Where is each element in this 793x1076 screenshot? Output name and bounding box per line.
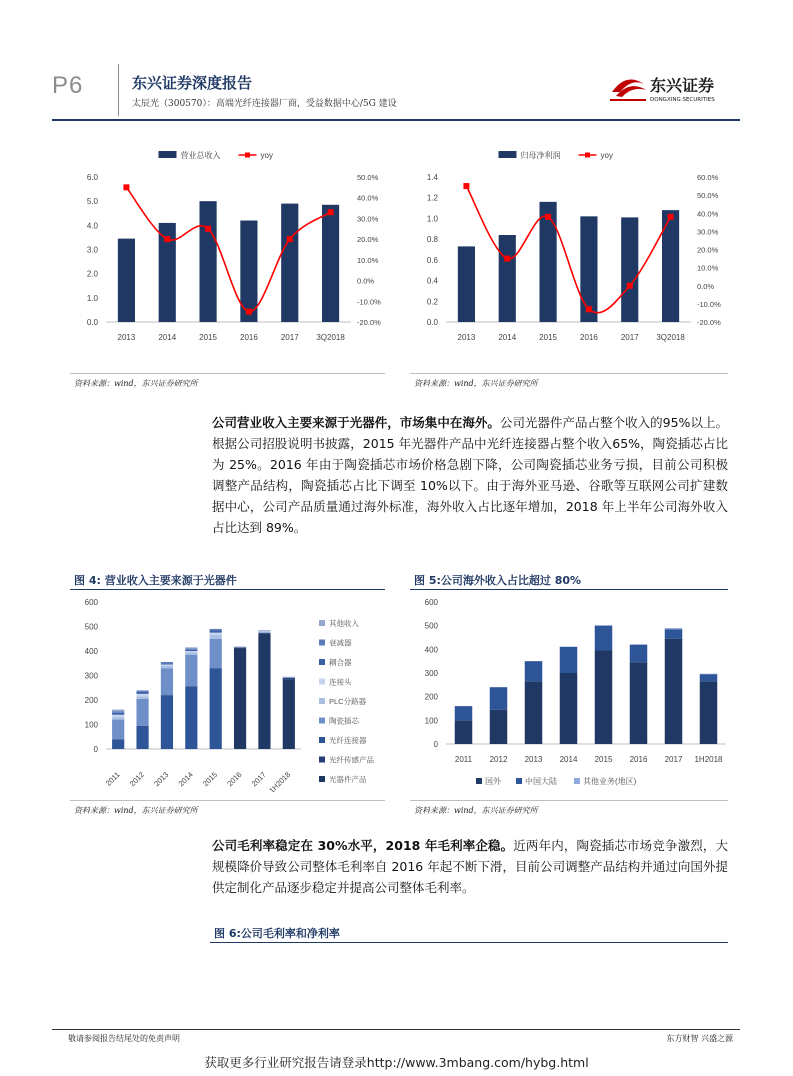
stack-segment bbox=[161, 666, 173, 668]
stack-segment bbox=[630, 645, 648, 663]
y2-tick-label: 0.0% bbox=[357, 276, 375, 286]
legend-label: 其他收入 bbox=[329, 619, 359, 628]
y2-tick-label: 50.0% bbox=[357, 173, 379, 182]
legend-label: 中国大陆 bbox=[525, 777, 557, 786]
logo-en: DONGXING SECURITIES bbox=[650, 97, 715, 103]
legend-label: 衰减器 bbox=[329, 638, 352, 648]
stack-segment bbox=[455, 706, 473, 720]
y2-tick-label: 40.0% bbox=[697, 209, 719, 219]
legend-swatch-bar bbox=[159, 151, 177, 158]
x-tick-label: 2011 bbox=[103, 770, 122, 788]
legend-label: 耦合器 bbox=[329, 658, 352, 667]
y-tick-label: 300 bbox=[424, 669, 438, 678]
fig6-title: 图 6:公司毛利率和净利率 bbox=[214, 927, 340, 940]
y2-tick-label: 20.0% bbox=[357, 235, 379, 245]
stack-segment bbox=[283, 677, 295, 678]
bar bbox=[322, 205, 339, 322]
paragraph-revenue bbox=[212, 412, 728, 538]
legend-label: 连接头 bbox=[329, 677, 352, 687]
legend-label: PLC分路器 bbox=[329, 697, 367, 706]
y-tick-label: 600 bbox=[84, 598, 98, 607]
stack-segment bbox=[136, 696, 148, 698]
yoy-point bbox=[328, 209, 334, 215]
stack-segment bbox=[112, 710, 124, 712]
x-tick-label: 2015 bbox=[594, 755, 613, 764]
legend-swatch bbox=[319, 698, 325, 704]
x-tick-label: 2017 bbox=[620, 333, 639, 342]
source-note-1: 资料来源：wind，东兴证券研究所 bbox=[74, 379, 198, 388]
stack-segment bbox=[112, 720, 124, 740]
x-tick-label: 2014 bbox=[559, 755, 578, 764]
yoy-point bbox=[123, 184, 129, 190]
bar bbox=[118, 239, 135, 322]
bar bbox=[499, 235, 516, 322]
stack-segment bbox=[112, 739, 124, 749]
header-divider bbox=[118, 64, 119, 116]
source-rule bbox=[410, 800, 728, 801]
y2-tick-label: 10.0% bbox=[357, 255, 379, 265]
chart-net-profit bbox=[406, 145, 736, 355]
x-tick-label: 2013 bbox=[524, 755, 543, 764]
chart-revenue-by-product bbox=[66, 592, 396, 792]
x-tick-label: 2016 bbox=[225, 770, 244, 789]
paragraph-margin bbox=[212, 835, 728, 898]
y-tick-label: 0.8 bbox=[426, 235, 438, 245]
y-tick-label: 400 bbox=[424, 645, 438, 655]
y2-tick-label: 60.0% bbox=[697, 173, 719, 182]
x-tick-label: 1H2018 bbox=[694, 755, 723, 764]
x-tick-label: 2013 bbox=[457, 333, 476, 342]
source-note-3: 资料来源：wind，东兴证券研究所 bbox=[74, 806, 198, 815]
yoy-point bbox=[287, 236, 293, 242]
x-tick-label: 3Q2018 bbox=[316, 333, 345, 342]
stack-segment bbox=[665, 629, 683, 638]
legend-swatch bbox=[319, 640, 325, 646]
legend-swatch bbox=[319, 718, 325, 724]
legend-label: 其他业务(地区) bbox=[583, 777, 637, 786]
y-tick-label: 0.2 bbox=[426, 297, 438, 307]
x-tick-label: 3Q2018 bbox=[656, 333, 685, 342]
stack-segment bbox=[665, 639, 683, 744]
y-tick-label: 0.0 bbox=[86, 318, 98, 327]
yoy-point bbox=[627, 283, 633, 289]
legend-swatch bbox=[319, 679, 325, 685]
company-logo bbox=[610, 70, 740, 106]
yoy-point bbox=[586, 306, 592, 312]
stack-segment bbox=[283, 678, 295, 679]
y-tick-label: 1.0 bbox=[426, 214, 438, 224]
y-tick-label: 100 bbox=[84, 720, 98, 730]
logo-cn: 东兴证券 bbox=[650, 76, 715, 95]
chart-revenue-by-region bbox=[406, 592, 736, 792]
stack-segment bbox=[210, 668, 222, 749]
stack-segment bbox=[234, 647, 246, 648]
legend-label: 陶瓷插芯 bbox=[329, 716, 359, 726]
x-tick-label: 2016 bbox=[629, 755, 648, 764]
stack-segment bbox=[490, 710, 508, 744]
legend-label: 光纤传感产品 bbox=[329, 755, 374, 765]
stack-segment bbox=[210, 633, 222, 635]
legend-swatch bbox=[319, 737, 325, 743]
y-tick-label: 1.0 bbox=[86, 293, 98, 303]
stack-segment bbox=[161, 662, 173, 663]
x-tick-label: 2016 bbox=[240, 333, 258, 342]
x-tick-label: 2011 bbox=[454, 755, 473, 764]
fig6-title-rule bbox=[210, 942, 728, 943]
stack-segment bbox=[185, 687, 197, 749]
stack-segment bbox=[210, 629, 222, 630]
x-tick-label: 2017 bbox=[249, 770, 268, 789]
yoy-point bbox=[463, 183, 469, 189]
y-tick-label: 1.2 bbox=[426, 193, 438, 203]
legend-label-line: yoy bbox=[600, 151, 613, 160]
chart-revenue bbox=[66, 145, 396, 355]
stack-segment bbox=[185, 655, 197, 687]
fig4-title: 图 4: 营业收入主要来源于光器件 bbox=[74, 574, 237, 587]
legend-swatch bbox=[319, 659, 325, 665]
y-tick-label: 0.6 bbox=[426, 255, 438, 265]
source-rule bbox=[70, 373, 385, 374]
fig5-title-rule bbox=[410, 589, 728, 590]
footer-disclaimer: 敬请参阅报告结尾处的免责声明 bbox=[68, 1034, 180, 1043]
stack-segment bbox=[136, 699, 148, 726]
y-tick-label: 300 bbox=[84, 671, 98, 681]
yoy-point bbox=[545, 214, 551, 220]
report-title: 东兴证券深度报告 bbox=[132, 74, 253, 92]
footer-rule bbox=[52, 1029, 740, 1030]
stack-segment bbox=[455, 720, 473, 744]
legend-swatch bbox=[476, 778, 482, 784]
stack-segment bbox=[112, 717, 124, 719]
y2-tick-label: 40.0% bbox=[357, 193, 379, 203]
legend-label: 国外 bbox=[485, 777, 501, 786]
yoy-point bbox=[668, 214, 674, 220]
y2-tick-label: -20.0% bbox=[697, 318, 721, 327]
page-number: P6 bbox=[52, 72, 84, 99]
paragraph-body: 公司光器件产品占整个收入的95%以上。根据公司招股说明书披露，2015 年光器件产品中光纤连接器占整个收入65%，陶瓷插芯占比为 25%。2016 年由于陶瓷插芯市场价格急剧下降，公司陶瓷插芯业务亏损，目前公司积极调整产品结构，陶瓷插芯占比下调至 10%以下。由于海外亚马逊、谷歌等互联网公司扩建数据中心，公司产品质量通过海外标准，海外收入占比逐年增加，2018 年上半年公司海外收入占比达到 89%。 bbox=[212, 415, 728, 535]
x-tick-label: 1H2018 bbox=[267, 770, 293, 792]
stack-segment bbox=[185, 652, 197, 654]
bar bbox=[621, 217, 638, 322]
stack-segment bbox=[161, 663, 173, 664]
legend-swatch bbox=[319, 757, 325, 763]
stack-segment bbox=[595, 651, 613, 744]
legend-swatch bbox=[319, 620, 325, 626]
stack-segment bbox=[112, 715, 124, 717]
x-tick-label: 2014 bbox=[176, 770, 195, 789]
stack-segment bbox=[161, 668, 173, 695]
stack-segment bbox=[560, 673, 578, 744]
promo-link[interactable]: 获取更多行业研究报告请登录http://www.3mbang.com/hybg.html bbox=[204, 1055, 589, 1070]
y-tick-label: 5.0 bbox=[86, 197, 98, 207]
legend-swatch bbox=[516, 778, 522, 784]
y-tick-label: 2.0 bbox=[86, 269, 98, 279]
footer-slogan: 东方财智 兴盛之源 bbox=[666, 1034, 733, 1043]
stack-segment bbox=[136, 694, 148, 696]
x-tick-label: 2015 bbox=[199, 333, 217, 342]
y-tick-label: 0 bbox=[433, 740, 438, 749]
fig5-title: 图 5:公司海外收入占比超过 80% bbox=[414, 574, 582, 587]
y2-tick-label: -10.0% bbox=[357, 297, 381, 307]
yoy-line bbox=[466, 186, 670, 313]
y-tick-label: 3.0 bbox=[86, 245, 98, 255]
bar bbox=[458, 246, 475, 322]
paragraph-lead: 公司营业收入主要来源于光器件，市场集中在海外。 bbox=[212, 415, 500, 430]
x-tick-label: 2015 bbox=[539, 333, 557, 342]
stack-segment bbox=[258, 633, 270, 634]
x-tick-label: 2015 bbox=[200, 770, 220, 789]
y2-tick-label: 20.0% bbox=[697, 245, 719, 255]
stack-segment bbox=[283, 679, 295, 749]
legend-label: 光纤连接器 bbox=[329, 736, 367, 745]
x-tick-label: 2013 bbox=[117, 333, 136, 342]
stack-segment bbox=[234, 649, 246, 749]
y-tick-label: 500 bbox=[84, 622, 98, 632]
y2-tick-label: 30.0% bbox=[357, 214, 379, 224]
yoy-point bbox=[164, 236, 170, 242]
report-subtitle: 太辰光（300570）：高端光纤连接器厂商，受益数据中心/5G 建设 bbox=[132, 99, 397, 109]
x-tick-label: 2012 bbox=[489, 755, 508, 764]
stack-segment bbox=[258, 634, 270, 749]
stack-segment bbox=[185, 651, 197, 652]
stack-segment bbox=[700, 674, 718, 681]
stack-segment bbox=[258, 631, 270, 632]
stack-segment bbox=[136, 692, 148, 694]
bar bbox=[200, 201, 217, 322]
stack-segment bbox=[490, 687, 508, 709]
stack-segment bbox=[112, 712, 124, 713]
y-tick-label: 0.4 bbox=[426, 276, 438, 286]
stack-segment bbox=[136, 691, 148, 692]
stack-segment bbox=[258, 630, 270, 631]
stack-segment bbox=[525, 681, 543, 744]
y-tick-label: 0.0 bbox=[426, 318, 438, 327]
x-tick-label: 2012 bbox=[127, 770, 146, 789]
bar bbox=[580, 216, 597, 322]
x-tick-label: 2017 bbox=[664, 755, 683, 764]
y2-tick-label: -10.0% bbox=[697, 299, 721, 309]
source-note-2: 资料来源：wind，东兴证券研究所 bbox=[414, 379, 538, 388]
y-tick-label: 4.0 bbox=[86, 221, 98, 231]
stack-segment bbox=[210, 635, 222, 639]
x-tick-label: 2013 bbox=[152, 770, 171, 789]
legend-marker-line bbox=[585, 153, 590, 158]
stack-segment bbox=[210, 630, 222, 632]
y-tick-label: 400 bbox=[84, 647, 98, 656]
header-rule bbox=[52, 119, 740, 121]
y2-tick-label: 50.0% bbox=[697, 191, 719, 201]
x-tick-label: 2017 bbox=[280, 333, 299, 342]
yoy-line bbox=[126, 187, 330, 311]
paragraph-body: 近两年内，陶瓷插芯市场竞争激烈，大规模降价导致公司整体毛利率自 2016 年起不断下滑，目前公司调整产品结构并通过向国外提供定制化产品逐步稳定并提高公司整体毛利率。 bbox=[212, 838, 728, 895]
y-tick-label: 6.0 bbox=[86, 173, 98, 182]
stack-segment bbox=[665, 628, 683, 629]
legend-swatch-bar bbox=[499, 151, 517, 158]
yoy-point bbox=[246, 309, 252, 315]
y2-tick-label: 0.0% bbox=[697, 281, 715, 291]
legend-swatch bbox=[574, 778, 580, 784]
x-tick-label: 2016 bbox=[580, 333, 598, 342]
y2-tick-label: 30.0% bbox=[697, 227, 719, 237]
stack-segment bbox=[234, 646, 246, 647]
stack-segment bbox=[630, 662, 648, 744]
legend-label-bar: 归母净利润 bbox=[520, 151, 561, 160]
logo-mark-icon bbox=[610, 70, 740, 106]
fig4-title-rule bbox=[70, 589, 385, 590]
stack-segment bbox=[161, 664, 173, 665]
bar bbox=[281, 204, 298, 322]
stack-segment bbox=[112, 713, 124, 715]
stack-segment bbox=[185, 649, 197, 650]
y2-tick-label: -20.0% bbox=[357, 318, 381, 327]
y-tick-label: 200 bbox=[424, 692, 438, 702]
stack-segment bbox=[161, 695, 173, 749]
x-tick-label: 2014 bbox=[498, 333, 517, 342]
y-tick-label: 500 bbox=[424, 621, 438, 631]
y-tick-label: 600 bbox=[424, 598, 438, 607]
stack-segment bbox=[185, 647, 197, 648]
y-tick-label: 200 bbox=[84, 696, 98, 705]
y-tick-label: 100 bbox=[424, 716, 438, 726]
stack-segment bbox=[560, 647, 578, 673]
paragraph-lead: 公司毛利率稳定在 30%水平，2018 年毛利率企稳。 bbox=[212, 838, 514, 853]
yoy-point bbox=[504, 256, 510, 262]
x-tick-label: 2014 bbox=[158, 333, 177, 342]
stack-segment bbox=[700, 681, 718, 744]
stack-segment bbox=[595, 626, 613, 651]
legend-label: 光器件产品 bbox=[329, 775, 367, 784]
stack-segment bbox=[136, 726, 148, 749]
legend-marker-line bbox=[245, 153, 250, 158]
source-note-4: 资料来源：wind，东兴证券研究所 bbox=[414, 806, 538, 815]
yoy-point bbox=[205, 226, 211, 232]
source-rule bbox=[410, 373, 728, 374]
stack-segment bbox=[525, 661, 543, 681]
bar bbox=[540, 202, 557, 322]
legend-label-line: yoy bbox=[260, 151, 273, 160]
stack-segment bbox=[185, 650, 197, 651]
stack-segment bbox=[210, 639, 222, 668]
y2-tick-label: 10.0% bbox=[697, 263, 719, 273]
legend-swatch bbox=[319, 776, 325, 782]
y-tick-label: 1.4 bbox=[426, 173, 438, 182]
y-tick-label: 0 bbox=[93, 745, 98, 754]
legend-label-bar: 营业总收入 bbox=[180, 151, 221, 160]
source-rule bbox=[70, 800, 385, 801]
